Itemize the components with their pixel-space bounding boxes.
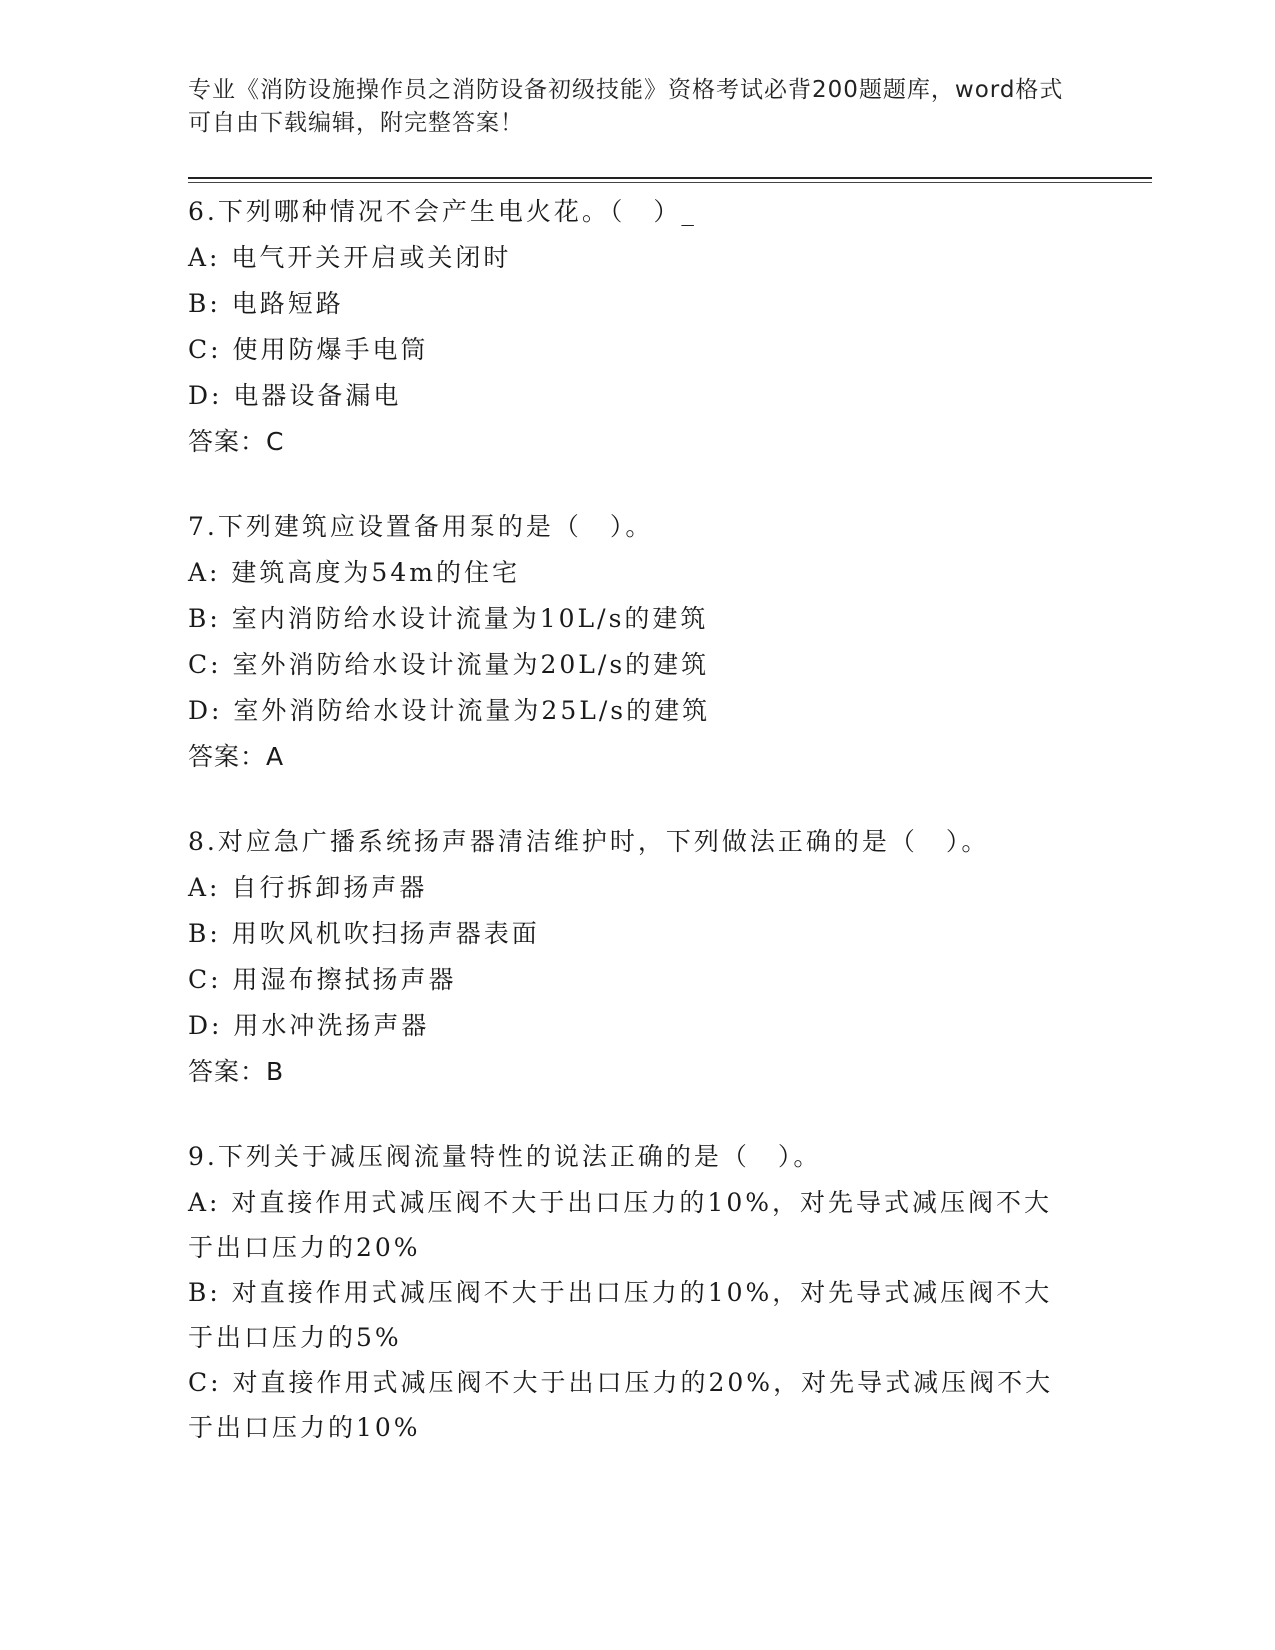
question-list bbox=[188, 189, 1088, 1489]
question-8 bbox=[188, 819, 1088, 1095]
option-a: A: 自行拆卸扬声器 bbox=[188, 873, 428, 902]
option-c: C: 对直接作用式减压阀不大于出口压力的20%，对先导式减压阀不大于出口压力的10% bbox=[188, 1368, 1054, 1442]
document-header: 专业《消防设施操作员之消防设备初级技能》资格考试必背200题题库，word格式可自由下载编辑，附完整答案！ bbox=[188, 77, 1064, 136]
option-b: B: 电路短路 bbox=[188, 289, 344, 318]
option-c: C: 用湿布擦拭扬声器 bbox=[188, 965, 457, 994]
option-b: B: 用吹风机吹扫扬声器表面 bbox=[188, 919, 540, 948]
question-stem: 9.下列关于减压阀流量特性的说法正确的是（ ）。 bbox=[188, 1142, 822, 1171]
question-9 bbox=[188, 1134, 1088, 1450]
header-divider-thick bbox=[188, 177, 1152, 179]
question-stem: 6.下列哪种情况不会产生电火花。（ ）_ bbox=[188, 197, 697, 226]
option-c: C: 使用防爆手电筒 bbox=[188, 335, 429, 364]
question-7 bbox=[188, 504, 1088, 780]
answer-label: 答案：A bbox=[188, 742, 285, 771]
option-b: B: 室内消防给水设计流量为10L/s的建筑 bbox=[188, 604, 709, 633]
header-divider-thin bbox=[188, 182, 1152, 183]
answer-label: 答案：C bbox=[188, 427, 285, 456]
option-a: A: 对直接作用式减压阀不大于出口压力的10%，对先导式减压阀不大于出口压力的20% bbox=[188, 1188, 1052, 1262]
option-a: A: 建筑高度为54m的住宅 bbox=[188, 558, 520, 587]
option-d: D: 用水冲洗扬声器 bbox=[188, 1011, 430, 1040]
answer-label: 答案：B bbox=[188, 1057, 285, 1086]
option-a: A: 电气开关开启或关闭时 bbox=[188, 243, 512, 272]
option-c: C: 室外消防给水设计流量为20L/s的建筑 bbox=[188, 650, 710, 679]
question-stem: 7.下列建筑应设置备用泵的是（ ）。 bbox=[188, 512, 654, 541]
option-d: D: 室外消防给水设计流量为25L/s的建筑 bbox=[188, 696, 711, 725]
question-6 bbox=[188, 189, 1088, 465]
option-d: D: 电器设备漏电 bbox=[188, 381, 402, 410]
option-b: B: 对直接作用式减压阀不大于出口压力的10%，对先导式减压阀不大于出口压力的5% bbox=[188, 1278, 1053, 1352]
question-stem: 8.对应急广播系统扬声器清洁维护时，下列做法正确的是（ ）。 bbox=[188, 827, 990, 856]
